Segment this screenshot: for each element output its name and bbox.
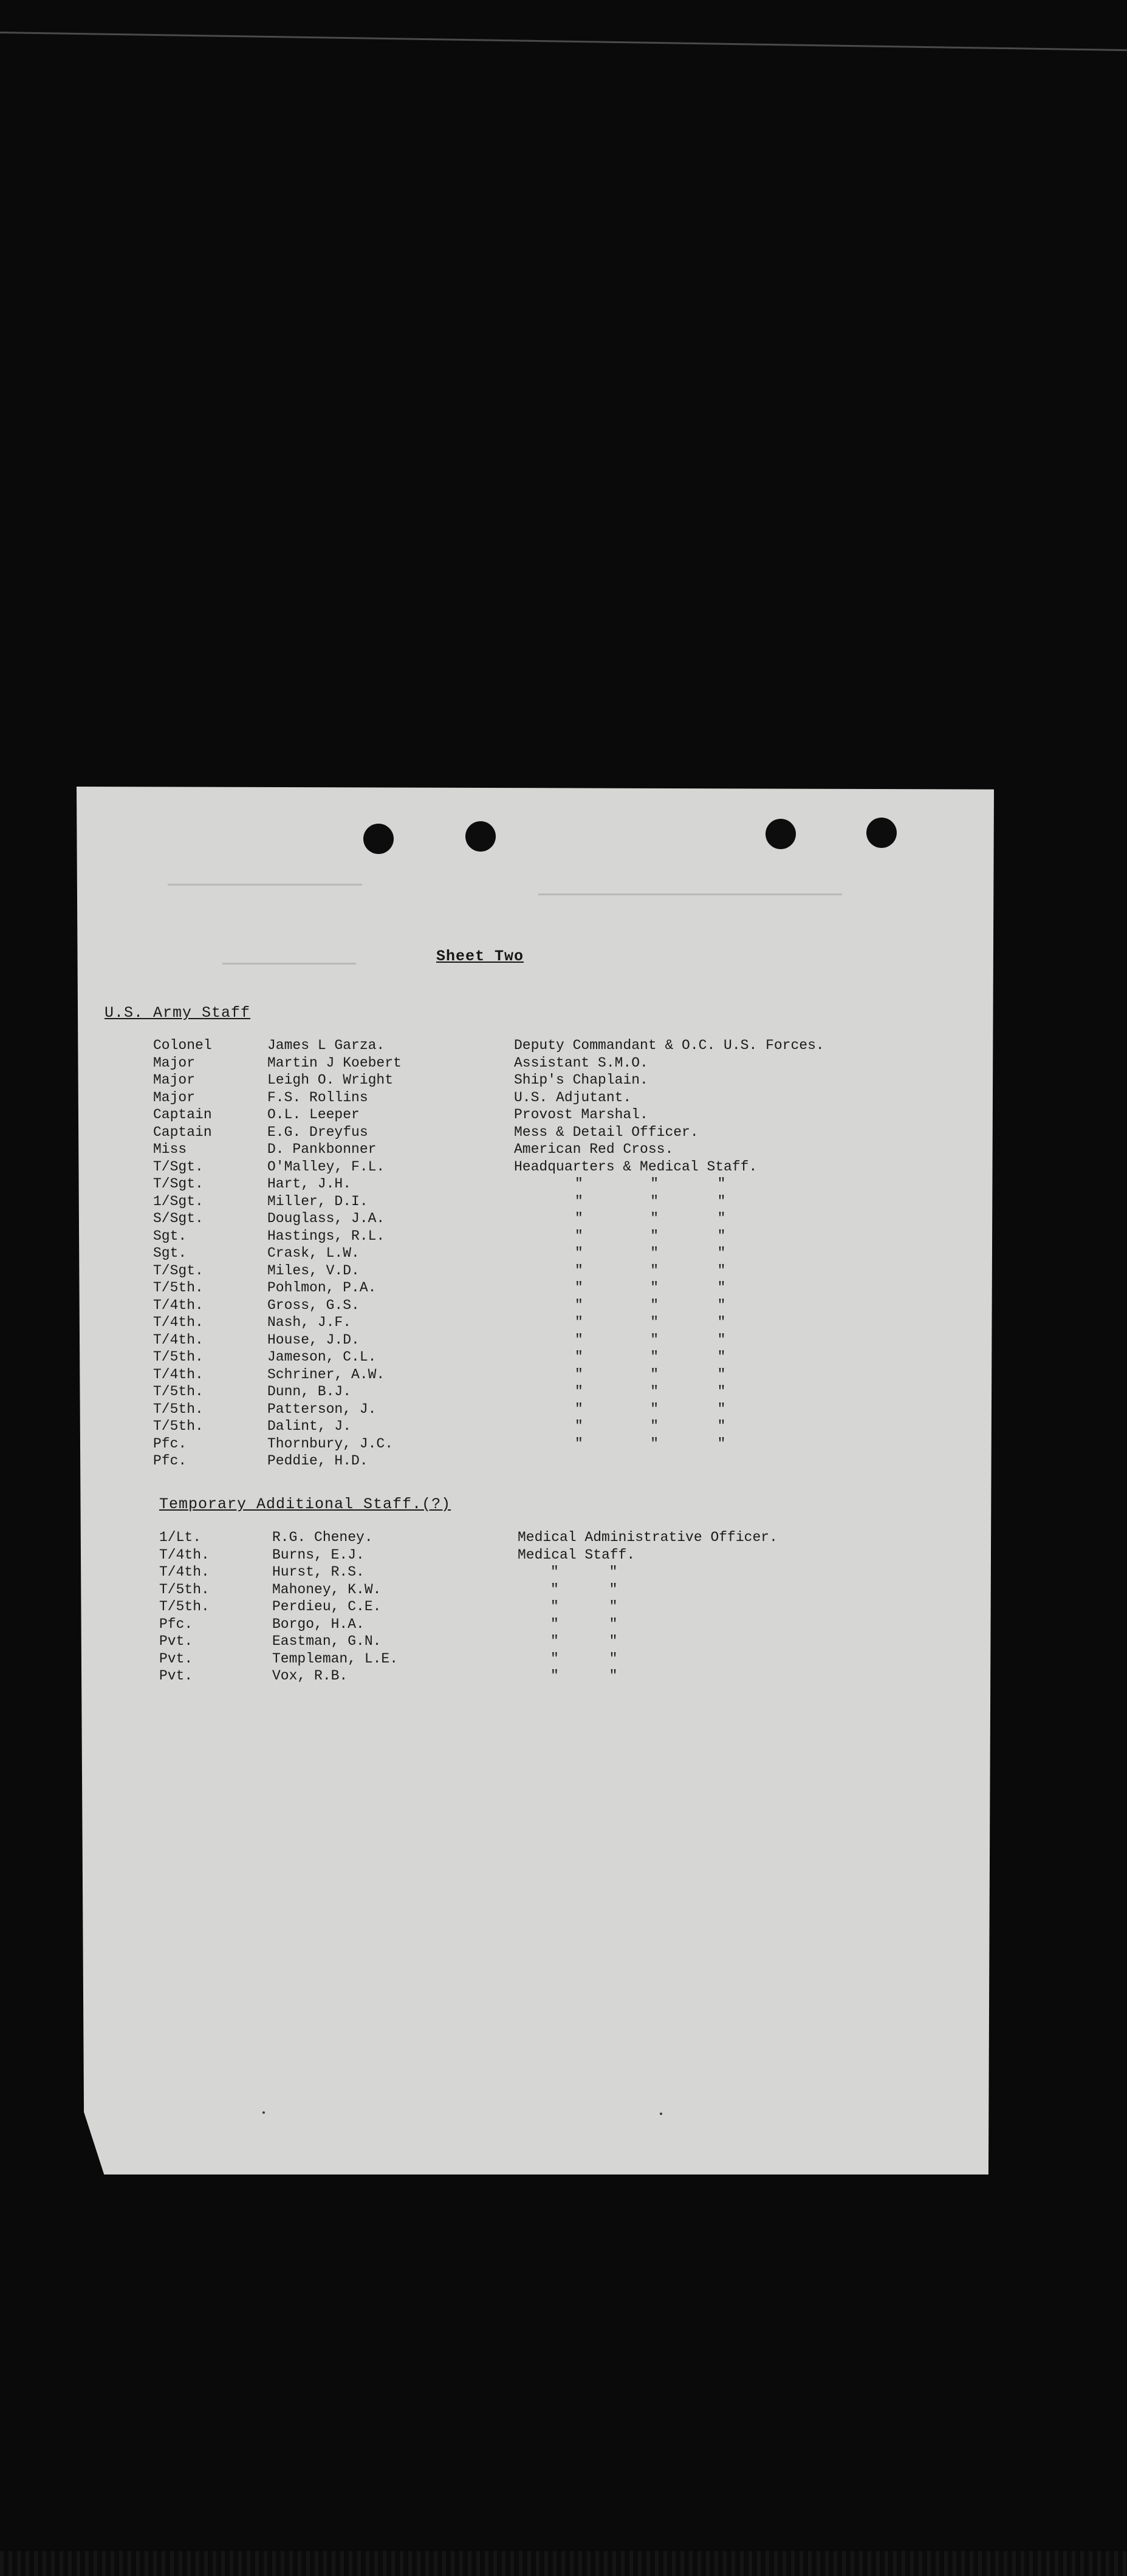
staff-duty: Mess & Detail Officer. xyxy=(514,1124,699,1140)
staff-name: Mahoney, K.W. xyxy=(272,1581,382,1597)
punch-hole xyxy=(465,821,496,852)
staff-name: Nash, J.F. xyxy=(267,1314,352,1330)
staff-rank: T/5th. xyxy=(153,1401,204,1417)
staff-duty-ditto: " " " xyxy=(575,1314,726,1330)
staff-row xyxy=(0,1071,1127,1088)
staff-duty-ditto: " " xyxy=(550,1668,618,1684)
staff-name: Patterson, J. xyxy=(267,1401,377,1417)
staff-row xyxy=(0,1348,1127,1365)
staff-name: Leigh O. Wright xyxy=(267,1072,394,1088)
staff-rank: T/5th. xyxy=(153,1280,204,1296)
staff-rank: Pvt. xyxy=(159,1650,193,1667)
staff-row xyxy=(0,1262,1127,1279)
staff-duty-ditto: " " xyxy=(550,1599,618,1614)
staff-name: Martin J Koebert xyxy=(267,1054,402,1071)
show-through-mark xyxy=(222,963,356,965)
staff-row xyxy=(0,1401,1127,1418)
staff-rank: Pfc. xyxy=(153,1435,187,1452)
staff-duty-ditto: " " xyxy=(550,1616,618,1632)
staff-rank: Pfc. xyxy=(159,1616,193,1632)
staff-name: Hurst, R.S. xyxy=(272,1564,365,1580)
staff-row xyxy=(0,1366,1127,1383)
staff-rank: Miss xyxy=(153,1141,187,1157)
staff-row xyxy=(0,1054,1127,1071)
staff-rank: T/4th. xyxy=(159,1546,210,1563)
staff-row xyxy=(0,1452,1127,1469)
staff-duty-ditto: " " " xyxy=(575,1211,726,1226)
staff-name: Jameson, C.L. xyxy=(267,1349,377,1365)
staff-row xyxy=(0,1106,1127,1123)
staff-duty-ditto: " " " xyxy=(575,1245,726,1261)
staff-duty-ditto: " " " xyxy=(575,1435,726,1452)
ink-speck xyxy=(262,2111,265,2114)
staff-rank: 1/Lt. xyxy=(159,1529,202,1545)
punch-hole xyxy=(866,818,897,848)
staff-duty-ditto: " " " xyxy=(575,1280,726,1296)
staff-duty-ditto: " " xyxy=(550,1564,618,1580)
staff-rank: Major xyxy=(153,1072,196,1088)
staff-row xyxy=(0,1581,1127,1598)
staff-duty: Medical Staff. xyxy=(518,1546,635,1563)
staff-row xyxy=(0,1331,1127,1348)
staff-rank: T/4th. xyxy=(153,1297,204,1313)
show-through-mark xyxy=(168,884,362,886)
staff-row xyxy=(0,1383,1127,1400)
staff-name: Miles, V.D. xyxy=(267,1262,360,1279)
staff-rank: T/Sgt. xyxy=(153,1158,204,1175)
staff-row xyxy=(0,1435,1127,1452)
staff-rank: Sgt. xyxy=(153,1228,187,1244)
show-through-mark xyxy=(538,893,842,895)
staff-rank: T/4th. xyxy=(153,1331,204,1348)
ink-speck xyxy=(660,2113,662,2115)
staff-duty-ditto: " " " xyxy=(575,1401,726,1417)
staff-duty-ditto: " " " xyxy=(575,1176,726,1192)
staff-rank: Pfc. xyxy=(153,1453,187,1469)
staff-row xyxy=(0,1158,1127,1175)
punch-hole xyxy=(363,824,394,854)
staff-duty-ditto: " " " xyxy=(575,1262,726,1279)
staff-name: Hart, J.H. xyxy=(267,1176,352,1192)
staff-rank: T/5th. xyxy=(153,1384,204,1399)
punch-hole xyxy=(766,819,796,849)
staff-row xyxy=(0,1193,1127,1210)
staff-rank: T/4th. xyxy=(153,1314,204,1330)
staff-rank: Pvt. xyxy=(159,1668,193,1684)
staff-row xyxy=(0,1667,1127,1684)
staff-row xyxy=(0,1650,1127,1667)
staff-rank: Sgt. xyxy=(153,1245,187,1261)
staff-rank: S/Sgt. xyxy=(153,1211,204,1226)
staff-name: Peddie, H.D. xyxy=(267,1453,368,1469)
staff-duty: Medical Administrative Officer. xyxy=(518,1529,778,1545)
staff-rank: Colonel xyxy=(153,1037,212,1053)
staff-name: O.L. Leeper xyxy=(267,1107,360,1122)
staff-name: O'Malley, F.L. xyxy=(267,1158,385,1175)
staff-name: Crask, L.W. xyxy=(267,1245,360,1261)
staff-duty-ditto: " " " xyxy=(575,1384,726,1399)
staff-row xyxy=(0,1297,1127,1314)
staff-row xyxy=(0,1616,1127,1633)
staff-duty-ditto: " " xyxy=(550,1581,618,1597)
staff-rank: 1/Sgt. xyxy=(153,1193,204,1209)
staff-duty-ditto: " " " xyxy=(575,1228,726,1244)
staff-rank: T/Sgt. xyxy=(153,1176,204,1192)
staff-rank: T/4th. xyxy=(153,1366,204,1382)
staff-duty-ditto: " " " xyxy=(575,1193,726,1209)
staff-duty-ditto: " " xyxy=(550,1633,618,1649)
staff-row xyxy=(0,1089,1127,1106)
staff-row xyxy=(0,1141,1127,1158)
staff-rank: Major xyxy=(153,1089,196,1105)
staff-rank: Major xyxy=(153,1054,196,1071)
staff-name: Burns, E.J. xyxy=(272,1546,365,1563)
staff-name: D. Pankbonner xyxy=(267,1141,377,1157)
staff-rank: T/5th. xyxy=(153,1349,204,1365)
staff-duty-ditto: " " " xyxy=(575,1331,726,1348)
staff-name: Eastman, G.N. xyxy=(272,1633,382,1649)
page-title: Sheet Two xyxy=(436,948,524,965)
staff-duty: Headquarters & Medical Staff. xyxy=(514,1158,758,1175)
staff-row xyxy=(0,1175,1127,1192)
staff-row xyxy=(0,1210,1127,1227)
staff-name: Douglass, J.A. xyxy=(267,1211,385,1226)
staff-name: Miller, D.I. xyxy=(267,1193,368,1209)
staff-name: Templeman, L.E. xyxy=(272,1650,399,1667)
staff-duty-ditto: " " " xyxy=(575,1366,726,1382)
staff-rank: T/5th. xyxy=(159,1599,210,1614)
section-heading-army-staff: U.S. Army Staff xyxy=(104,1004,251,1022)
staff-name: James L Garza. xyxy=(267,1037,385,1053)
staff-name: Perdieu, C.E. xyxy=(272,1599,382,1614)
staff-name: Dunn, B.J. xyxy=(267,1384,352,1399)
staff-duty-ditto: " " " xyxy=(575,1297,726,1313)
staff-name: Vox, R.B. xyxy=(272,1668,348,1684)
staff-row xyxy=(0,1598,1127,1615)
section-heading-temporary-staff: Temporary Additional Staff.(?) xyxy=(159,1495,451,1513)
staff-row xyxy=(0,1563,1127,1580)
staff-duty-ditto: " " " xyxy=(575,1418,726,1434)
scanner-bottom-edge xyxy=(0,2551,1127,2576)
staff-rank: T/5th. xyxy=(159,1581,210,1597)
staff-row xyxy=(0,1314,1127,1331)
staff-row xyxy=(0,1279,1127,1296)
staff-name: Pohlmon, P.A. xyxy=(267,1280,377,1296)
staff-duty: Provost Marshal. xyxy=(514,1107,648,1122)
staff-rank: Captain xyxy=(153,1107,212,1122)
staff-duty: Assistant S.M.O. xyxy=(514,1054,648,1071)
staff-name: Thornbury, J.C. xyxy=(267,1435,394,1452)
staff-row xyxy=(0,1529,1127,1546)
staff-rank: T/Sgt. xyxy=(153,1262,204,1279)
staff-name: Borgo, H.A. xyxy=(272,1616,365,1632)
staff-duty: American Red Cross. xyxy=(514,1141,674,1157)
staff-name: Dalint, J. xyxy=(267,1418,352,1434)
document-sheet xyxy=(77,787,994,2175)
staff-name: E.G. Dreyfus xyxy=(267,1124,368,1140)
staff-name: Schriner, A.W. xyxy=(267,1366,385,1382)
staff-row xyxy=(0,1124,1127,1141)
staff-row xyxy=(0,1546,1127,1563)
staff-row xyxy=(0,1228,1127,1245)
staff-rank: Pvt. xyxy=(159,1633,193,1649)
staff-name: R.G. Cheney. xyxy=(272,1529,373,1545)
staff-name: Gross, G.S. xyxy=(267,1297,360,1313)
staff-row xyxy=(0,1418,1127,1435)
staff-name: Hastings, R.L. xyxy=(267,1228,385,1244)
staff-row xyxy=(0,1245,1127,1262)
staff-duty-ditto: " " xyxy=(550,1650,618,1667)
staff-duty-ditto: " " " xyxy=(575,1349,726,1365)
staff-duty: Deputy Commandant & O.C. U.S. Forces. xyxy=(514,1037,824,1053)
staff-rank: T/5th. xyxy=(153,1418,204,1434)
staff-duty: Ship's Chaplain. xyxy=(514,1072,648,1088)
staff-rank: T/4th. xyxy=(159,1564,210,1580)
staff-row xyxy=(0,1633,1127,1650)
staff-name: F.S. Rollins xyxy=(267,1089,368,1105)
staff-name: House, J.D. xyxy=(267,1331,360,1348)
staff-rank: Captain xyxy=(153,1124,212,1140)
staff-row xyxy=(0,1037,1127,1054)
staff-duty: U.S. Adjutant. xyxy=(514,1089,632,1105)
